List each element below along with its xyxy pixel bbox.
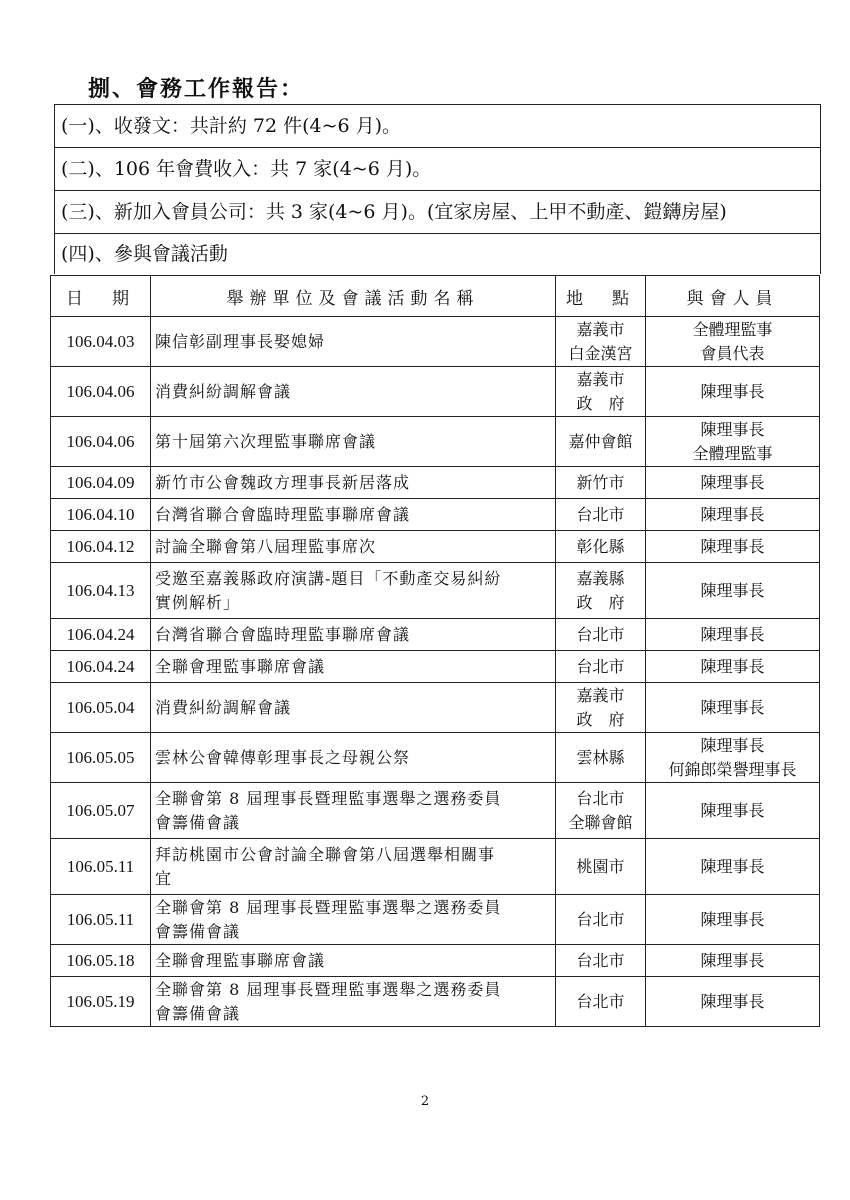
row-attendees	[646, 733, 820, 783]
row-event-name	[151, 619, 556, 651]
row-location	[556, 619, 646, 651]
table-row	[51, 417, 820, 467]
row-attendees	[646, 417, 820, 467]
row-attendees	[646, 839, 820, 895]
row-date	[51, 839, 151, 895]
row-attendees	[646, 945, 820, 977]
row-location	[556, 499, 646, 531]
row-event-name	[151, 499, 556, 531]
row-attendees	[646, 651, 820, 683]
row-event-name	[151, 531, 556, 563]
row-event-name	[151, 367, 556, 417]
row-event-name	[151, 733, 556, 783]
row-location-line: 新竹市	[576, 472, 625, 492]
table-row	[51, 945, 820, 977]
row-attendees-line: 陳理事長	[700, 624, 765, 644]
row-attendees-line: 陳理事長	[700, 856, 765, 876]
header-event-name: 舉辦單位及會議活動名稱	[151, 276, 556, 317]
row-date-line: 106.04.13	[66, 580, 135, 600]
row-location	[556, 317, 646, 367]
row-attendees-line: 何錦郎榮譽理事長	[668, 759, 797, 779]
row-event-name-line: 宜	[155, 868, 173, 888]
table-row	[51, 467, 820, 499]
summary-line-2: (二)、106 年會費收入：共 7 家(4~6 月)。	[55, 148, 820, 191]
row-date	[51, 977, 151, 1027]
row-attendees-line: 陳理事長	[700, 950, 765, 970]
row-event-name	[151, 651, 556, 683]
table-row	[51, 317, 820, 367]
row-event-name	[151, 977, 556, 1027]
row-date-line: 106.05.04	[66, 697, 135, 717]
row-location-line: 嘉義市	[576, 319, 625, 339]
row-location-line: 嘉義市	[576, 369, 625, 389]
row-attendees-line: 陳理事長	[700, 735, 765, 755]
row-attendees	[646, 895, 820, 945]
row-date-line: 106.05.11	[66, 856, 135, 876]
row-date-line: 106.05.18	[66, 950, 135, 970]
row-date	[51, 683, 151, 733]
row-location-line: 桃園市	[576, 856, 625, 876]
row-event-name-line: 陳信彰副理事長娶媳婦	[155, 331, 326, 351]
row-event-name	[151, 783, 556, 839]
row-date	[51, 651, 151, 683]
row-location	[556, 563, 646, 619]
row-location	[556, 783, 646, 839]
row-event-name-line: 雲林公會韓傳彰理事長之母親公祭	[155, 747, 411, 767]
row-attendees-line: 陳理事長	[700, 656, 765, 676]
row-date	[51, 619, 151, 651]
row-location-line: 台北市	[576, 624, 625, 644]
table-row	[51, 895, 820, 945]
row-attendees-line: 陳理事長	[700, 536, 765, 556]
row-date	[51, 417, 151, 467]
row-location	[556, 945, 646, 977]
row-event-name-line: 全聯會第 8 屆理事長暨理監事選舉之選務委員	[155, 897, 502, 917]
row-attendees	[646, 977, 820, 1027]
row-event-name	[151, 317, 556, 367]
row-attendees	[646, 783, 820, 839]
row-date-line: 106.04.03	[66, 331, 135, 351]
row-event-name	[151, 563, 556, 619]
row-attendees	[646, 619, 820, 651]
row-date	[51, 467, 151, 499]
row-attendees	[646, 563, 820, 619]
row-event-name	[151, 945, 556, 977]
row-date-line: 106.04.12	[66, 536, 135, 556]
row-event-name	[151, 839, 556, 895]
table-row	[51, 839, 820, 895]
meeting-activities-table	[50, 275, 820, 1027]
table-row	[51, 499, 820, 531]
row-location	[556, 367, 646, 417]
row-attendees-line: 全體理監事	[692, 319, 773, 339]
row-location-line: 台北市	[576, 950, 625, 970]
row-date-line: 106.04.06	[66, 381, 135, 401]
row-event-name-line: 全聯會第 8 屆理事長暨理監事選舉之選務委員	[155, 979, 502, 999]
row-date-line: 106.04.10	[66, 504, 135, 524]
row-location-line: 彰化縣	[576, 536, 625, 556]
table-row	[51, 733, 820, 783]
row-location-line: 台北市	[576, 656, 625, 676]
row-attendees	[646, 367, 820, 417]
row-date	[51, 563, 151, 619]
row-event-name-line: 會籌備會議	[155, 921, 241, 941]
row-location	[556, 651, 646, 683]
row-event-name-line: 討論全聯會第八屆理監事席次	[155, 536, 377, 556]
row-attendees-line: 陳理事長	[700, 697, 765, 717]
row-attendees-line: 全體理監事	[692, 443, 773, 463]
row-location-line: 政 府	[576, 393, 625, 413]
table-row	[51, 783, 820, 839]
row-event-name	[151, 683, 556, 733]
table-header-row	[51, 276, 820, 317]
row-attendees	[646, 317, 820, 367]
row-event-name-line: 消費糾紛調解會議	[155, 697, 292, 717]
row-attendees-line: 陳理事長	[700, 800, 765, 820]
row-event-name-line: 拜訪桃園市公會討論全聯會第八屆選舉相關事	[155, 844, 496, 864]
row-event-name-line: 消費糾紛調解會議	[155, 381, 292, 401]
section-title: 捌、會務工作報告：	[88, 76, 305, 102]
row-attendees	[646, 531, 820, 563]
row-event-name-line: 台灣省聯合會臨時理監事聯席會議	[155, 504, 411, 524]
header-location: 地 點	[556, 276, 646, 317]
row-event-name	[151, 467, 556, 499]
row-event-name-line: 新竹市公會魏政方理事長新居落成	[155, 472, 411, 492]
summary-box	[54, 104, 821, 274]
row-attendees	[646, 467, 820, 499]
row-attendees-line: 陳理事長	[700, 381, 765, 401]
row-date	[51, 945, 151, 977]
row-location	[556, 839, 646, 895]
table-row	[51, 563, 820, 619]
table-row	[51, 531, 820, 563]
row-date	[51, 499, 151, 531]
row-date-line: 106.04.24	[66, 624, 135, 644]
header-attendees: 與會人員	[646, 276, 820, 317]
row-date	[51, 317, 151, 367]
row-event-name-line: 會籌備會議	[155, 812, 241, 832]
row-location-line: 政 府	[576, 592, 625, 612]
table-row	[51, 683, 820, 733]
row-location	[556, 895, 646, 945]
row-location-line: 嘉義市	[576, 685, 625, 705]
row-date	[51, 367, 151, 417]
row-attendees-line: 陳理事長	[700, 472, 765, 492]
summary-line-1: (一)、收發文：共計約 72 件(4~6 月)。	[55, 105, 820, 148]
row-date-line: 106.05.07	[66, 800, 135, 820]
table-row	[51, 651, 820, 683]
row-location	[556, 683, 646, 733]
row-location-line: 全聯會館	[568, 812, 633, 832]
row-event-name-line: 全聯會理監事聯席會議	[155, 656, 326, 676]
row-location	[556, 531, 646, 563]
header-date: 日 期	[51, 276, 151, 317]
row-location-line: 政 府	[576, 709, 625, 729]
row-location	[556, 417, 646, 467]
row-event-name-line: 台灣省聯合會臨時理監事聯席會議	[155, 624, 411, 644]
row-event-name-line: 實例解析」	[155, 592, 241, 612]
row-location-line: 台北市	[576, 504, 625, 524]
row-event-name	[151, 417, 556, 467]
row-date-line: 106.05.11	[66, 909, 135, 929]
row-attendees-line: 陳理事長	[700, 504, 765, 524]
row-event-name-line: 第十屆第六次理監事聯席會議	[155, 431, 377, 451]
row-date	[51, 531, 151, 563]
row-date-line: 106.04.24	[66, 656, 135, 676]
row-attendees	[646, 499, 820, 531]
row-location-line: 嘉義縣	[576, 568, 625, 588]
row-location-line: 嘉仲會館	[568, 431, 633, 451]
row-location-line: 台北市	[576, 909, 625, 929]
row-event-name-line: 全聯會理監事聯席會議	[155, 950, 326, 970]
row-location	[556, 977, 646, 1027]
row-date-line: 106.05.19	[66, 991, 135, 1011]
row-location	[556, 467, 646, 499]
row-location-line: 白金漢宮	[568, 343, 633, 363]
row-date-line: 106.04.09	[66, 472, 135, 492]
row-attendees	[646, 683, 820, 733]
row-date	[51, 895, 151, 945]
page-number: 2	[420, 1094, 430, 1109]
row-date	[51, 783, 151, 839]
row-location	[556, 733, 646, 783]
row-attendees-line: 會員代表	[700, 343, 765, 363]
row-attendees-line: 陳理事長	[700, 991, 765, 1011]
row-attendees-line: 陳理事長	[700, 419, 765, 439]
row-attendees-line: 陳理事長	[700, 580, 765, 600]
row-event-name	[151, 895, 556, 945]
row-date-line: 106.05.05	[66, 747, 135, 767]
row-date-line: 106.04.06	[66, 431, 135, 451]
row-attendees-line: 陳理事長	[700, 909, 765, 929]
row-event-name-line: 會籌備會議	[155, 1003, 241, 1023]
summary-line-4: (四)、參與會議活動	[61, 243, 228, 265]
row-location-line: 雲林縣	[576, 747, 625, 767]
table-row	[51, 367, 820, 417]
table-row	[51, 977, 820, 1027]
row-event-name-line: 全聯會第 8 屆理事長暨理監事選舉之選務委員	[155, 788, 502, 808]
summary-line-3: (三)、新加入會員公司：共 3 家(4~6 月)。(宜家房屋、上甲不動產、鎧鑮房屋)	[55, 191, 820, 234]
table-row	[51, 619, 820, 651]
row-location-line: 台北市	[576, 788, 625, 808]
row-date	[51, 733, 151, 783]
row-location-line: 台北市	[576, 991, 625, 1011]
row-event-name-line: 受邀至嘉義縣政府演講-題目「不動產交易糾紛	[155, 568, 502, 588]
